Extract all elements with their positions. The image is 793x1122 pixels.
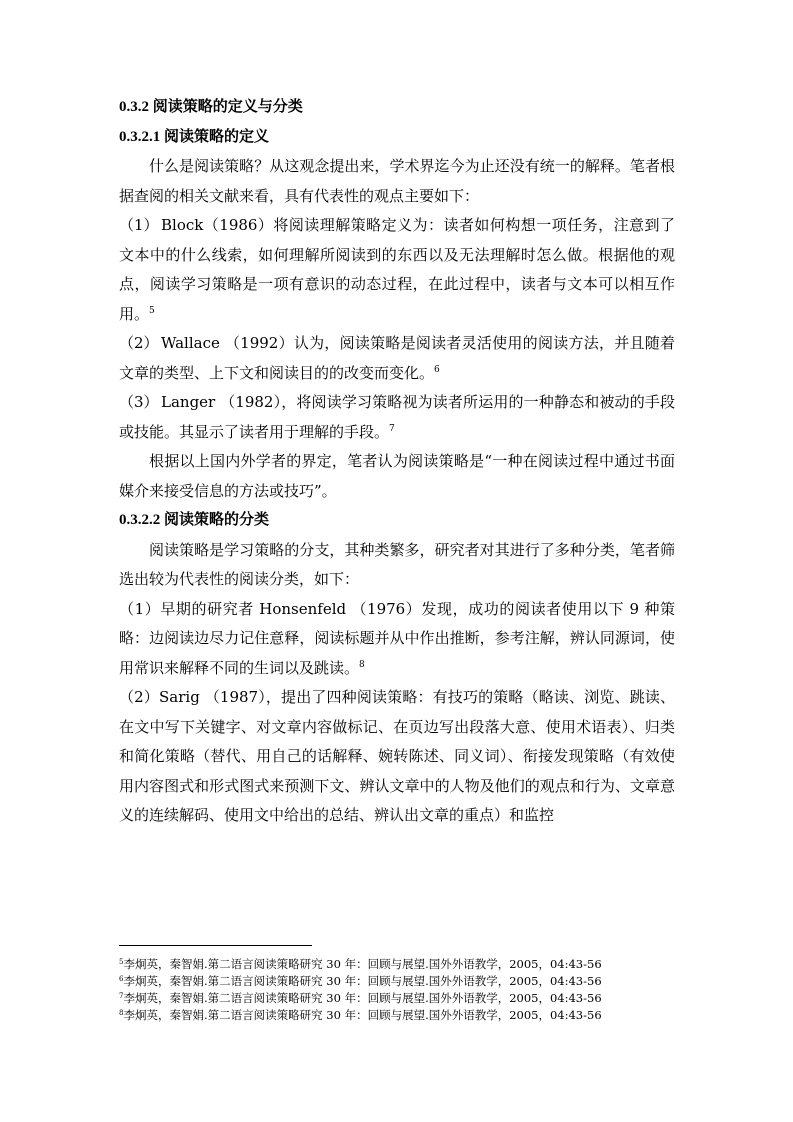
conclusion-paragraph: 根据以上国内外学者的界定，笔者认为阅读策略是“一种在阅读过程中通过书面媒介来接受信息的方法或技巧”。 bbox=[119, 452, 675, 500]
item-text: Block（1986）将阅读理解策略定义为：读者如何构想一项任务，注意到了文本中的什么线索，如何理解所阅读到的东西以及无法理解时怎么做。根据他的观点，阅读学习策略是一项有意识的动态过程，在此过程中，读者与文本可以相互作用。 bbox=[119, 216, 675, 323]
footnote-6 bbox=[119, 973, 675, 990]
footnote-8 bbox=[119, 1007, 675, 1024]
footnote-7 bbox=[119, 990, 675, 1007]
footnote-number: 5 bbox=[119, 958, 124, 966]
footnote-number: 8 bbox=[119, 1009, 124, 1017]
item-number: （2） bbox=[119, 334, 159, 352]
footnote-text: 李炯英，秦智娟.第二语言阅读策略研究 30 年：回顾与展望.国外外语教学，2005，04:43-56 bbox=[123, 1008, 602, 1022]
classification-intro-paragraph: 阅读策略是学习策略的分支，其种类繁多，研究者对其进行了多种分类，笔者筛选出较为代表性的阅读分类，如下： bbox=[119, 540, 675, 588]
footnote-ref: 5 bbox=[149, 305, 155, 316]
item-number: （2） bbox=[119, 688, 160, 706]
definition-item-2 bbox=[119, 329, 675, 388]
item-number: （1） bbox=[119, 216, 159, 234]
footnote-ref: 7 bbox=[389, 423, 395, 434]
item-text: 早期的研究者 Honsenfeld （1976）发现，成功的阅读者使用以下 9 种策略：边阅读边尽力记住意释，阅读标题并从中作出推断，参考注解，辨认同源词，使用常识来解释不同的生词以及跳读。 bbox=[119, 599, 675, 677]
item-number: （3） bbox=[119, 393, 159, 411]
footnote-text: 李炯英，秦智娟.第二语言阅读策略研究 30 年：回顾与展望.国外外语教学，2005，04:43-56 bbox=[123, 991, 602, 1005]
classification-item-2 bbox=[119, 683, 675, 831]
intro-paragraph: 什么是阅读策略？从这观念提出来，学术界迄今为止还没有统一的解释。笔者根据查阅的相关文献来看，具有代表性的观点主要如下： bbox=[119, 157, 675, 205]
item-text: Langer （1982），将阅读学习策略视为读者所运用的一种静态和被动的手段或技能。其显示了读者用于理解的手段。 bbox=[119, 393, 675, 441]
definition-item-1 bbox=[119, 211, 675, 329]
footnote-ref: 6 bbox=[434, 364, 440, 375]
subsection-heading-classification: 0.3.2.2 阅读策略的分类 bbox=[119, 512, 270, 528]
subsection-heading-definition: 0.3.2.1 阅读策略的定义 bbox=[119, 128, 270, 145]
classification-item-1 bbox=[119, 595, 675, 684]
section-heading: 0.3.2 阅读策略的定义与分类 bbox=[119, 99, 303, 115]
item-text: Sarig （1987），提出了四种阅读策略：有技巧的策略（略读、浏览、跳读、在文中写下关键字、对文章内容做标记、在页边写出段落大意、使用术语表）、归类和简化策略（替代、用自己的话解释、婉转陈述、同义词）、衔接发现策略（有效使用内容图式和形式图式来预测下文、辨认文章中的人物及他们的观点和行为、文章意义的连续解码、使用文中给出的总结、辨认出文章的重点）和监控 bbox=[119, 688, 676, 824]
footnote-number: 7 bbox=[119, 992, 124, 1000]
footnote-5 bbox=[119, 956, 675, 973]
footnote-text: 李炯英，秦智娟.第二语言阅读策略研究 30 年：回顾与展望.国外外语教学，2005，04:43-56 bbox=[123, 974, 602, 988]
definition-item-3 bbox=[119, 388, 675, 447]
footnote-text: 李炯英，秦智娟.第二语言阅读策略研究 30 年：回顾与展望.国外外语教学，2005，04:43-56 bbox=[123, 957, 602, 971]
footnote-number: 6 bbox=[119, 975, 124, 983]
item-text: Wallace （1992）认为，阅读策略是阅读者灵活使用的阅读方法，并且随着文章的类型、上下文和阅读目的的改变而变化。 bbox=[119, 334, 675, 382]
item-number: （1） bbox=[119, 599, 161, 618]
page-body bbox=[119, 93, 675, 831]
footnotes bbox=[119, 956, 675, 1024]
footnote-ref: 8 bbox=[359, 659, 365, 670]
footnote-separator bbox=[119, 945, 312, 946]
